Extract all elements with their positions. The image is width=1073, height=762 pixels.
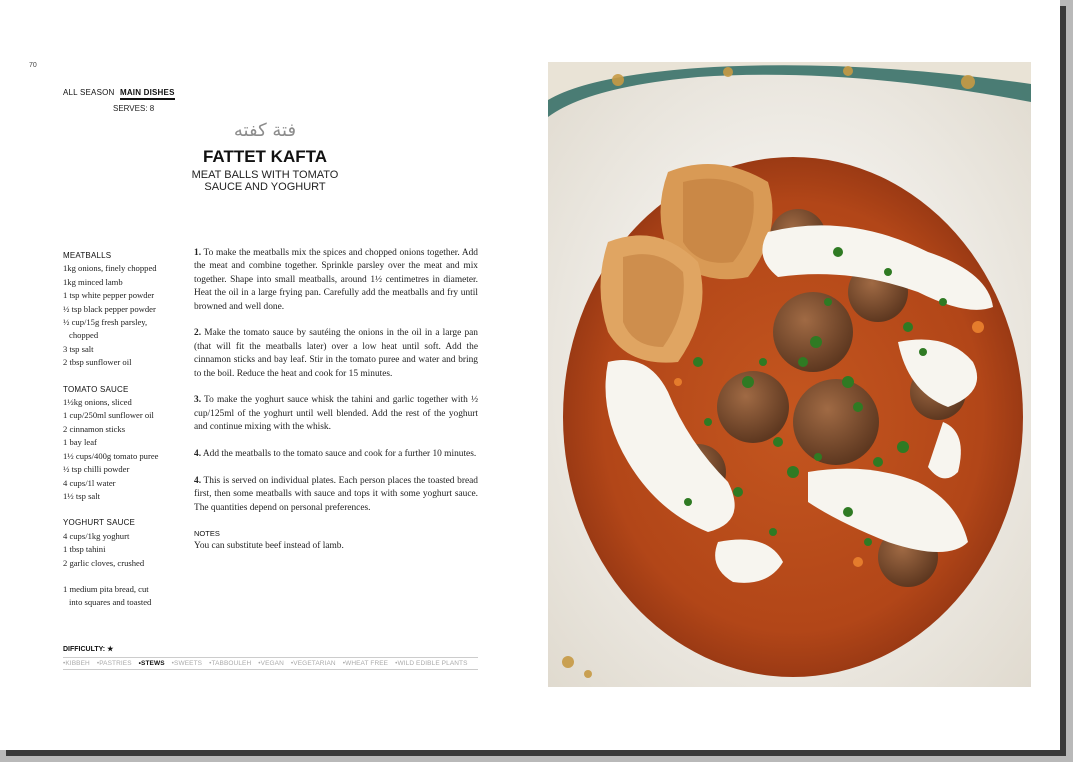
ingredient-item: 4 cups/1kg yoghurt <box>63 530 130 541</box>
tag-tabbouleh: •TABBOULEH <box>209 660 252 667</box>
ingredient-item: ½ cup/15g fresh parsley, <box>63 317 148 328</box>
ingredient-item: 4 cups/1l water <box>63 477 116 488</box>
ingredient-item: 1½ tsp salt <box>63 490 101 501</box>
ingredient-heading: MEATBALLS <box>63 251 112 260</box>
method-step <box>194 394 478 434</box>
section-header <box>63 88 175 97</box>
ingredient-item: 1 bay leaf <box>63 437 97 448</box>
dish-illustration <box>548 62 1031 687</box>
arabic-title: فتة كفته <box>233 120 297 141</box>
step-number: 2. <box>194 328 202 339</box>
tag-stews: •STEWS <box>138 660 165 667</box>
ingredient-item: chopped <box>69 330 99 341</box>
category-tags <box>63 657 478 670</box>
step-text: Add the meatballs to the tomato sauce and cook for a further 10 minutes. <box>201 449 477 460</box>
ingredient-item: into squares and toasted <box>69 597 152 608</box>
step-text: To make the meatballs mix the spices and chopped onions together. Add the meat and combine together. Sprinkle parsley over the meat and mix together. Shape into small meatballs, around 1½ centimetres in diameter. Heat the oil in a large frying pan. Carefully add the meatballs and fry until browned and well done. <box>194 248 478 312</box>
difficulty-rating: DIFFICULTY: ★ <box>63 646 114 653</box>
ingredient-item: 1 cup/250ml sunflower oil <box>63 410 154 421</box>
method-step <box>194 327 478 381</box>
subtitle-line: SAUCE AND YOGHURT <box>204 181 326 193</box>
ingredient-item: 3 tsp salt <box>63 343 94 354</box>
step-number: 4. <box>194 449 202 460</box>
method-step <box>194 475 478 515</box>
tag-wheat-free: •WHEAT FREE <box>342 660 389 667</box>
ingredient-item: ½ tsp black pepper powder <box>63 303 156 314</box>
serves-label: SERVES: 8 <box>113 104 155 113</box>
tag-vegetarian: •VEGETARIAN <box>290 660 336 667</box>
step-number: 4. <box>194 475 202 486</box>
step-text: To make the yoghurt sauce whisk the tahini and garlic together with ½ cup/125ml of the yoghurt until well blended. Add the rest of the yoghurt and continue mixing with the whisk. <box>194 395 478 433</box>
notes-heading: NOTES <box>194 529 220 539</box>
recipe-subtitle <box>180 169 350 193</box>
ingredient-item: 1½ cups/400g tomato puree <box>63 450 159 461</box>
ingredient-item: 2 cinnamon sticks <box>63 423 126 434</box>
ingredient-item: 2 tbsp sunflower oil <box>63 357 132 368</box>
recipe-title: FATTET KAFTA <box>202 147 327 166</box>
method-text <box>194 247 478 554</box>
ingredient-item: ½ tsp chilli powder <box>63 464 130 475</box>
ingredient-item: 1 medium pita bread, cut <box>63 583 149 594</box>
step-text: Make the tomato sauce by sautéing the onions in the oil in a large pan (that will fit the meatballs later) over a low heat until soft. Add the cinnamon sticks and bay leaf. Stir in the tomato puree and water and bring to the boil. Reduce the heat and cook for 15 minutes. <box>194 328 478 379</box>
dish-photo <box>548 62 1031 687</box>
ingredients-list <box>63 249 183 610</box>
ingredient-heading: YOGHURT SAUCE <box>63 518 136 528</box>
ingredient-item: 1kg minced lamb <box>63 276 123 287</box>
ingredient-item: 2 garlic cloves, crushed <box>63 557 145 568</box>
page-number: 70 <box>29 62 37 69</box>
tag-kibbeh: •KIBBEH <box>63 660 90 667</box>
notes-text: You can substitute beef instead of lamb. <box>194 541 344 552</box>
step-number: 1. <box>194 248 202 258</box>
ingredient-item: 1½kg onions, sliced <box>63 397 132 408</box>
ingredient-item: 1 tbsp tahini <box>63 544 106 555</box>
season-label: ALL SEASON <box>63 88 115 97</box>
tag-wild-edible-plants: •WILD EDIBLE PLANTS <box>395 660 468 667</box>
tag-vegan: •VEGAN <box>258 660 284 667</box>
ingredient-item: 1 tsp white pepper powder <box>63 290 155 301</box>
subtitle-line: MEAT BALLS WITH TOMATO <box>191 169 339 181</box>
ingredient-heading: TOMATO SAUCE <box>63 384 129 394</box>
ingredient-item: 1kg onions, finely chopped <box>63 263 157 274</box>
tag-sweets: •SWEETS <box>171 660 203 667</box>
step-text: This is served on individual plates. Each person places the toasted bread first, then some meatballs with sauce and tops it with some yoghurt sauce. The quantities depend on personal preferences. <box>194 475 478 513</box>
tag-pastries: •PASTRIES <box>96 660 132 667</box>
method-step <box>194 448 478 461</box>
category-label: MAIN DISHES <box>120 88 175 100</box>
step-number: 3. <box>194 395 202 406</box>
method-step <box>194 247 478 314</box>
